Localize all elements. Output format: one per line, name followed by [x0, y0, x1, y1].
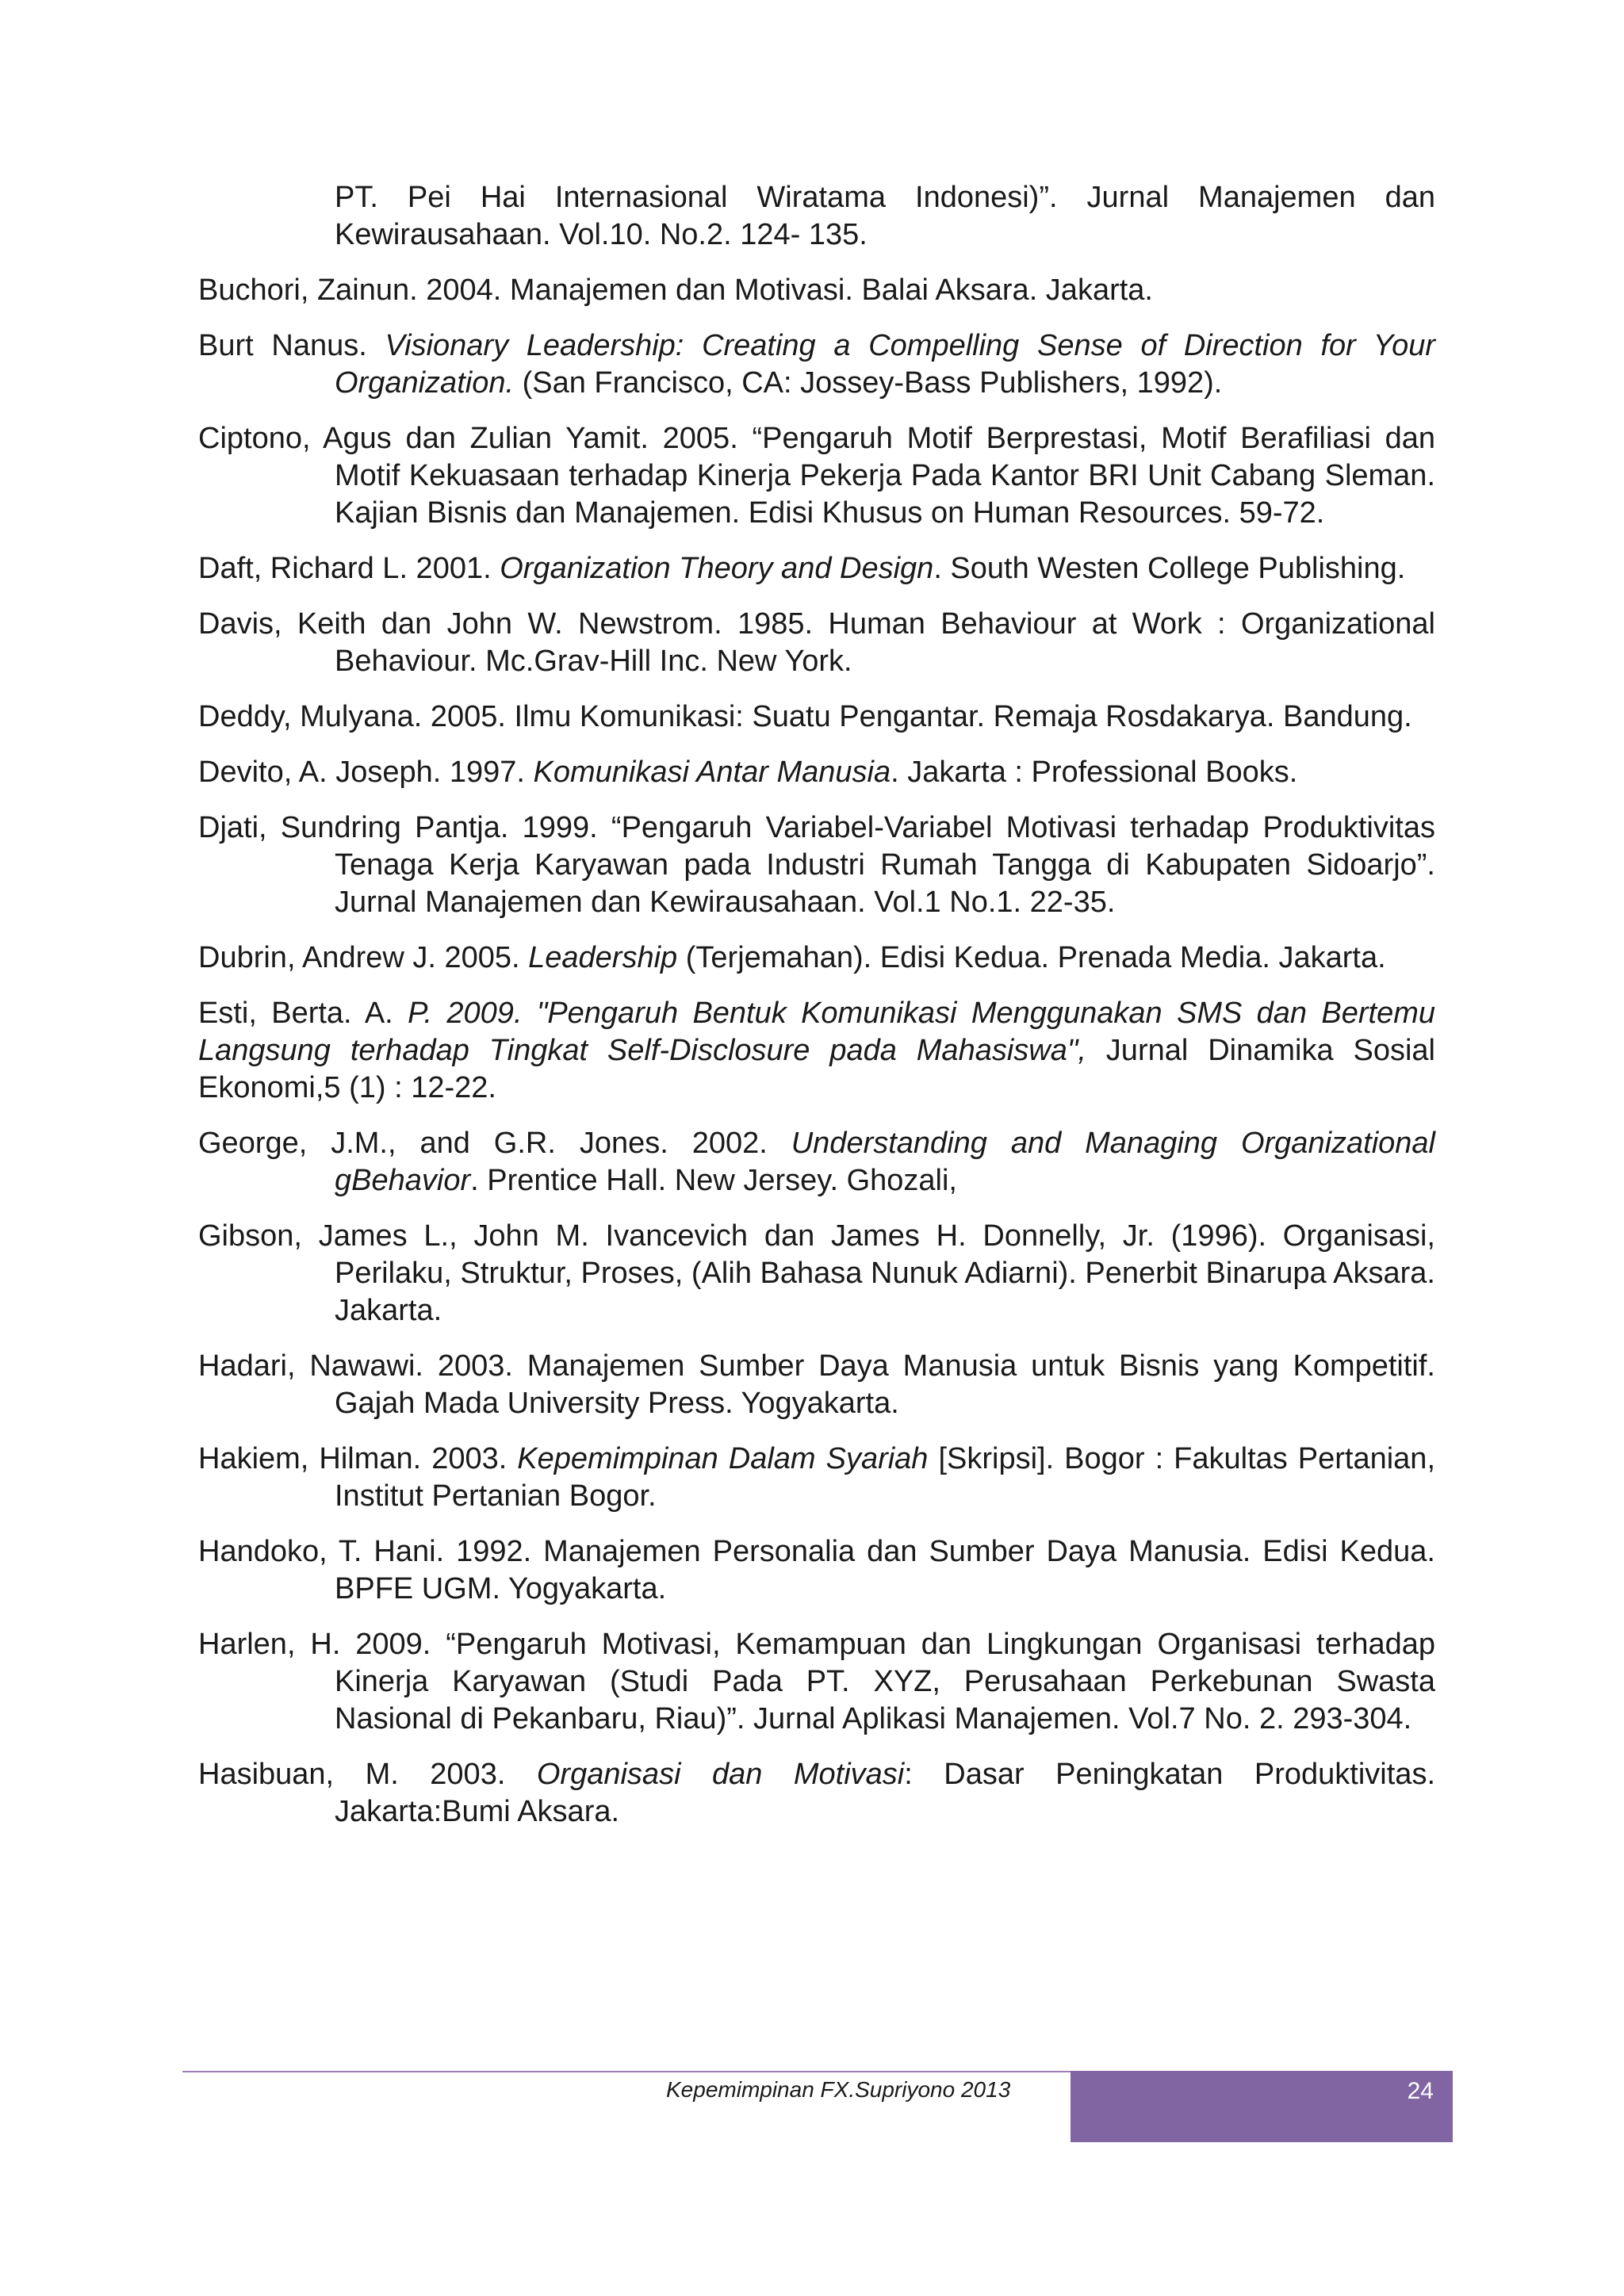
reference-text: [Skripsi]. Bogor : Fakultas Pertanian, Institut Pertanian Bogor. — [335, 1442, 1435, 1513]
reference-title-italic: Komunikasi Antar Manusia — [533, 756, 891, 789]
reference-entry — [198, 939, 1435, 977]
reference-text: Hakiem, Hilman. 2003. — [198, 1442, 518, 1475]
reference-entry — [198, 179, 1435, 254]
reference-entry — [198, 1348, 1435, 1422]
page-number: 24 — [1407, 2078, 1434, 2104]
reference-text: Ciptono, Agus dan Zulian Yamit. 2005. “Pengaruh Motif Berprestasi, Motif Berafiliasi dan Motif Kekuasaan terhadap Kinerja Pekerja Pada Kantor BRI Unit Cabang Sleman. Kajian Bisnis dan Manajemen. Edisi Khusus on Human Resources. 59-72. — [198, 422, 1435, 530]
reference-title-italic: Organization Theory and Design — [500, 552, 934, 585]
reference-entry — [198, 754, 1435, 791]
reference-entry — [198, 272, 1435, 309]
reference-text: Handoko, T. Hani. 1992. Manajemen Personalia dan Sumber Daya Manusia. Edisi Kedua. BPFE UGM. Yogyakarta. — [198, 1535, 1435, 1605]
reference-entry — [198, 606, 1435, 680]
reference-entry — [198, 420, 1435, 532]
reference-text: Devito, A. Joseph. 1997. — [198, 756, 534, 789]
reference-entry — [198, 327, 1435, 402]
reference-text: Deddy, Mulyana. 2005. Ilmu Komunikasi: Suatu Pengantar. Remaja Rosdakarya. Bandung. — [198, 700, 1412, 733]
reference-entry — [198, 809, 1435, 921]
reference-text: PT. Pei Hai Internasional Wiratama Indonesi)”. Jurnal Manajemen dan Kewirausahaan. Vol.10. No.2. 124- 135. — [335, 181, 1435, 251]
reference-text: . Jakarta : Professional Books. — [891, 756, 1298, 789]
reference-entry — [198, 1756, 1435, 1831]
reference-text: Dubrin, Andrew J. 2005. — [198, 941, 529, 974]
reference-text: Gibson, James L., John M. Ivancevich dan James H. Donnelly, Jr. (1996). Organisasi, Perilaku, Struktur, Proses, (Alih Bahasa Nunuk Adiarni). Penerbit Binarupa Aksara. Jakarta. — [198, 1219, 1435, 1327]
reference-text: Djati, Sundring Pantja. 1999. “Pengaruh Variabel-Variabel Motivasi terhadap Produktivitas Tenaga Kerja Karyawan pada Industri Rumah Tangga di Kabupaten Sidoarjo”. Jurnal Manajemen dan Kewirausahaan. Vol.1 No.1. 22-35. — [198, 811, 1435, 919]
reference-title-italic: Organisasi dan Motivasi — [536, 1758, 905, 1791]
reference-entry — [198, 1441, 1435, 1515]
reference-text: Davis, Keith dan John W. Newstrom. 1985. Human Behaviour at Work : Organizational Behaviour. Mc.Grav-Hill Inc. New York. — [198, 607, 1435, 678]
reference-text: Jurnal Dinamika Sosial Ekonomi,5 (1) : 12-22. — [198, 1034, 1435, 1104]
reference-text: . Prentice Hall. New Jersey. Ghozali, — [470, 1164, 957, 1197]
reference-list — [198, 179, 1435, 1849]
reference-text: Esti, Berta. A. — [198, 997, 408, 1030]
reference-entry — [198, 995, 1435, 1107]
reference-entry — [198, 1125, 1435, 1200]
reference-entry — [198, 1218, 1435, 1330]
reference-text: Burt Nanus. — [198, 329, 385, 362]
reference-title-italic: Leadership — [528, 941, 678, 974]
reference-text: Hasibuan, M. 2003. — [198, 1758, 537, 1791]
reference-title-italic: P. 2009. "Pengaruh Bentuk Komunikasi Menggunakan SMS dan Bertemu Langsung terhadap Tingkat Self-Disclosure pada Mahasiswa", — [198, 997, 1436, 1067]
reference-text: George, J.M., and G.R. Jones. 2002. — [198, 1127, 791, 1160]
page-number-box — [1071, 2071, 1453, 2142]
reference-text: (San Francisco, CA: Jossey-Bass Publishers, 1992). — [514, 366, 1223, 400]
footer-divider — [182, 2071, 1071, 2072]
reference-title-italic: Kepemimpinan Dalam Syariah — [517, 1442, 929, 1475]
reference-text: . South Westen College Publishing. — [933, 552, 1406, 585]
reference-text: Daft, Richard L. 2001. — [198, 552, 500, 585]
reference-entry — [198, 1533, 1435, 1608]
reference-text: Hadari, Nawawi. 2003. Manajemen Sumber Daya Manusia untuk Bisnis yang Kompetitif. Gajah Mada University Press. Yogyakarta. — [198, 1349, 1435, 1420]
reference-entry — [198, 1626, 1435, 1738]
reference-text: Buchori, Zainun. 2004. Manajemen dan Motivasi. Balai Aksara. Jakarta. — [198, 274, 1153, 307]
reference-text: Harlen, H. 2009. “Pengaruh Motivasi, Kemampuan dan Lingkungan Organisasi terhadap Kinerja Karyawan (Studi Pada PT. XYZ, Perusahaan Perkebunan Swasta Nasional di Pekanbaru, Riau)”. Jurnal Aplikasi Manajemen. Vol.7 No. 2. 293-304. — [198, 1628, 1435, 1735]
footer-title: Kepemimpinan FX.Supriyono 2013 — [666, 2077, 1011, 2102]
reference-title-italic: Understanding and Managing Organizational gBehavior — [335, 1127, 1435, 1197]
reference-entry — [198, 550, 1435, 587]
reference-text: : Dasar Peningkatan Produktivitas. Jakarta:Bumi Aksara. — [335, 1758, 1435, 1828]
reference-entry — [198, 698, 1435, 736]
reference-title-italic: Visionary Leadership: Creating a Compelling Sense of Direction for Your Organization. — [335, 329, 1435, 400]
reference-text: (Terjemahan). Edisi Kedua. Prenada Media. Jakarta. — [677, 941, 1386, 974]
